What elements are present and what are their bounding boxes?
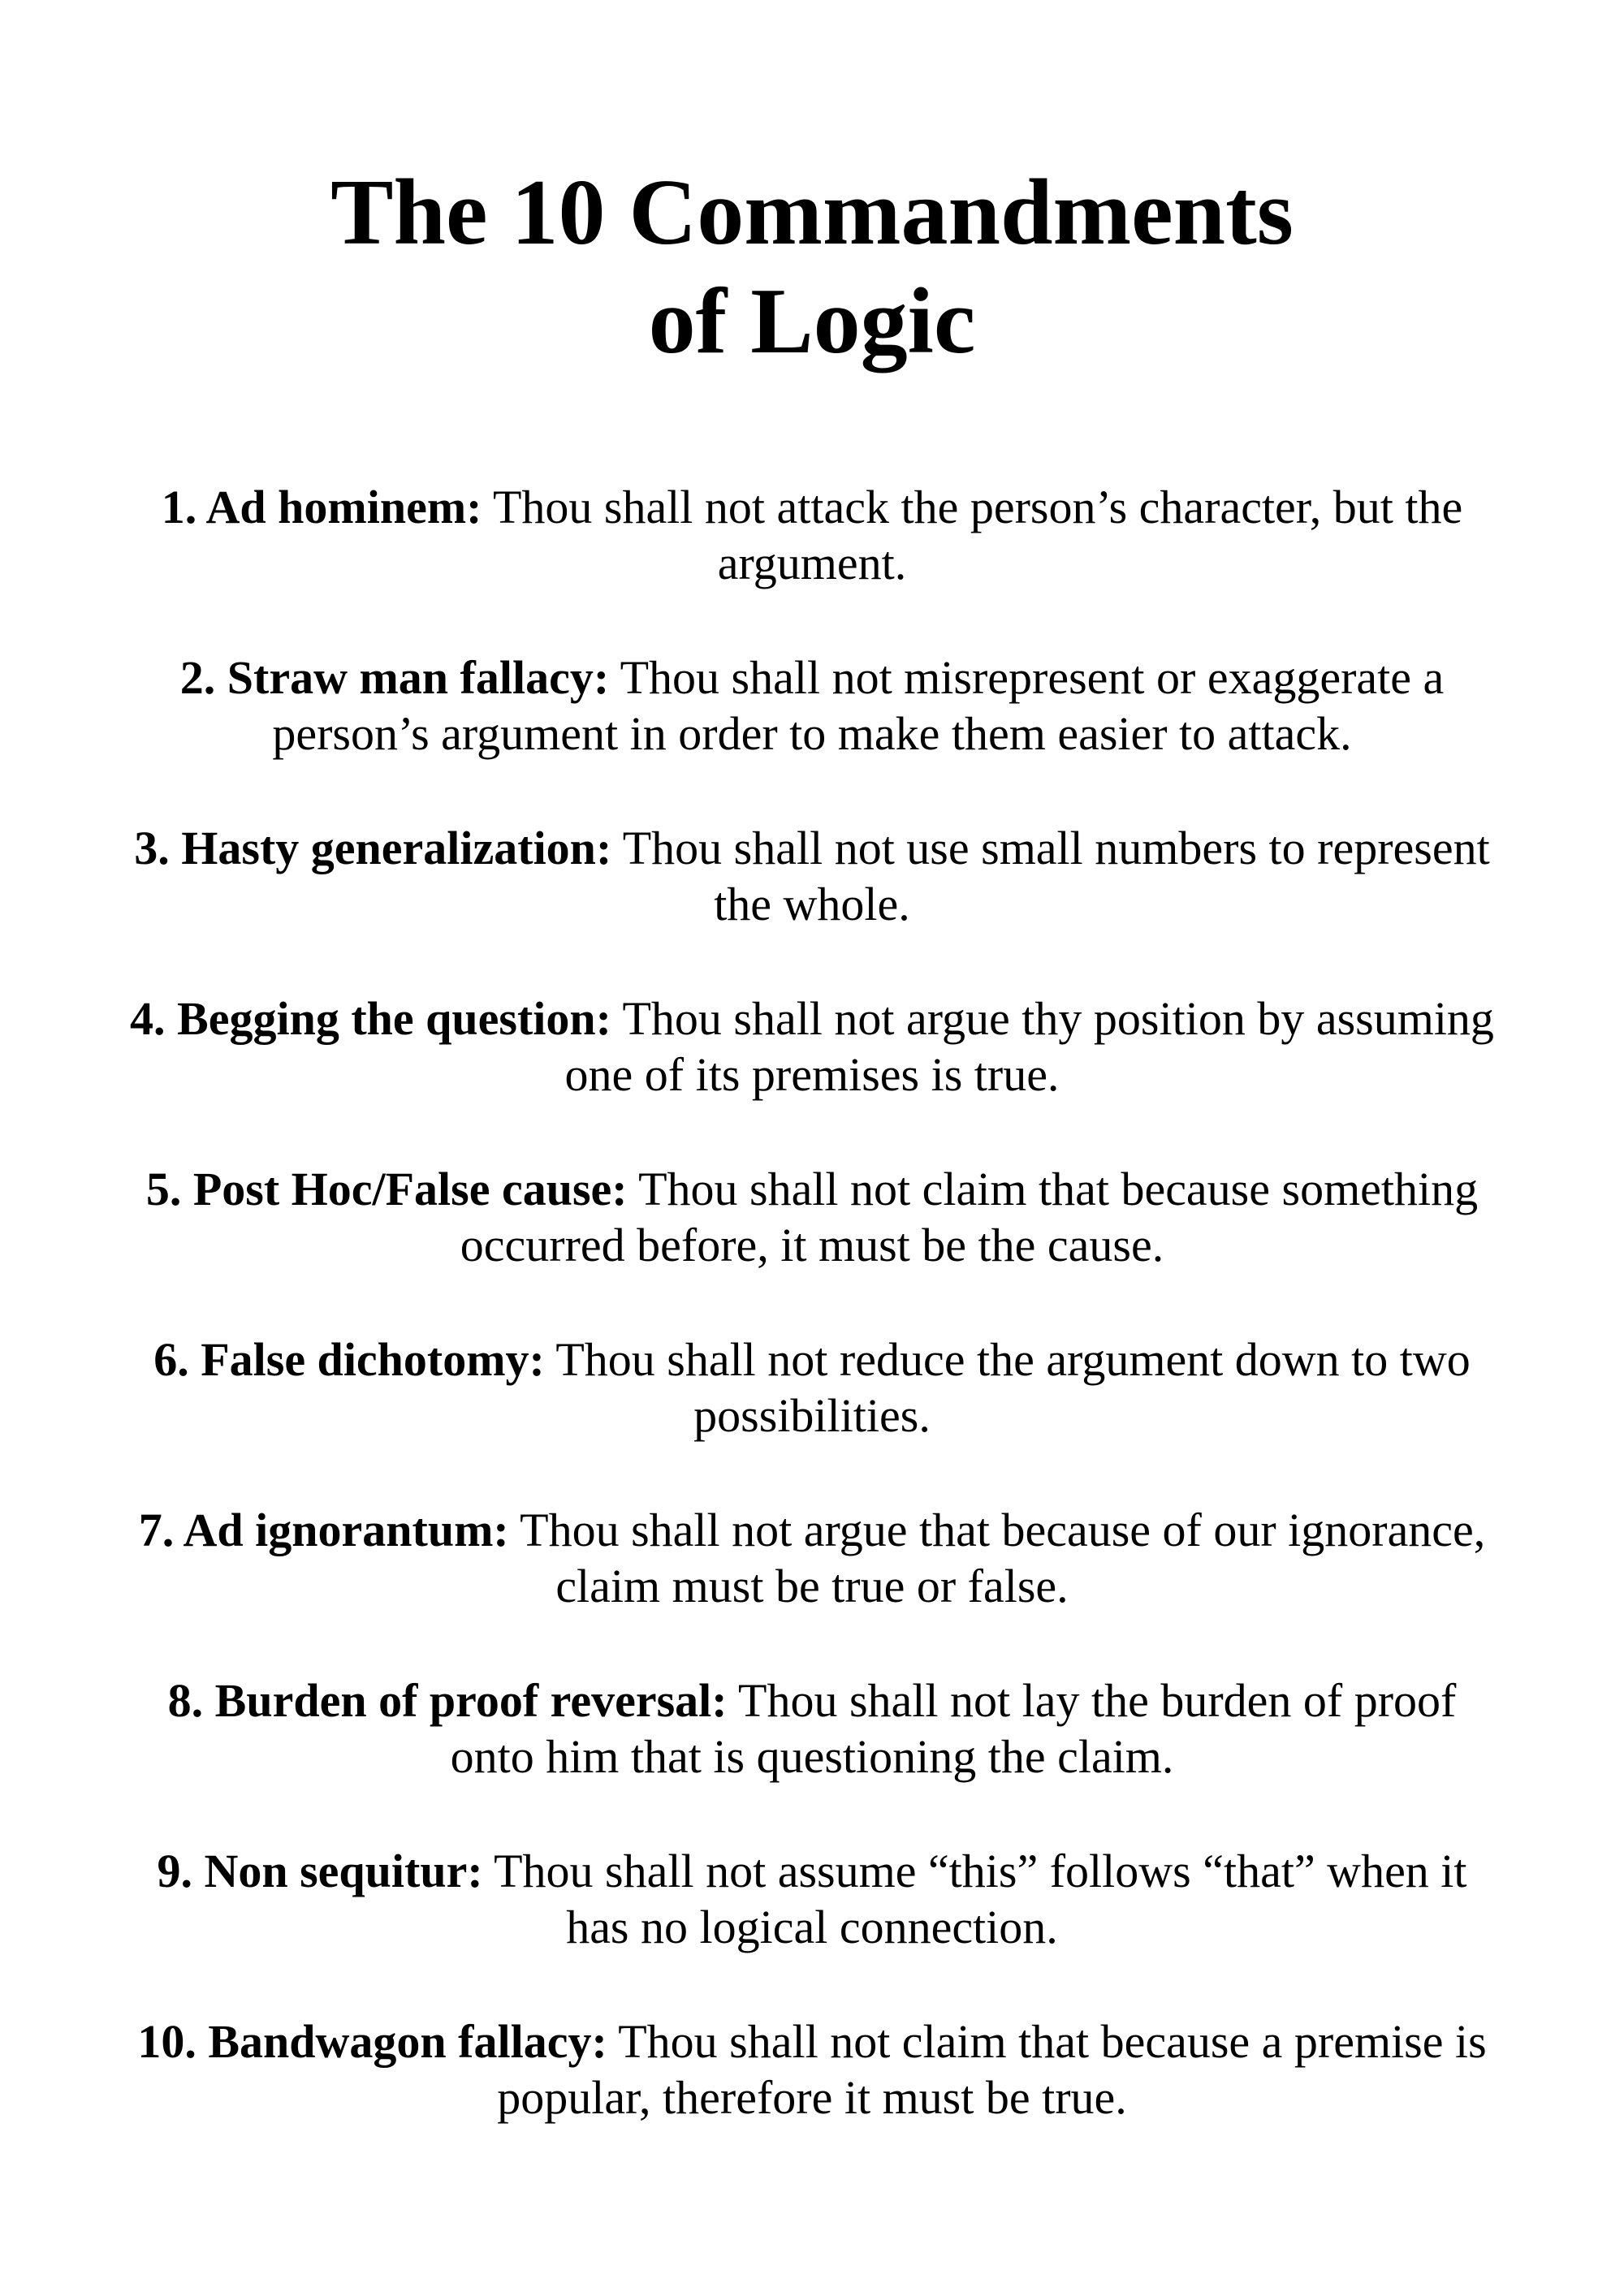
commandment-term: 1. Ad hominem:: [161, 481, 482, 533]
commandment-text: Thou shall not argue that because of our ignorance, claim must be true or false.: [520, 1504, 1486, 1612]
commandment-term: 8. Burden of proof reversal:: [167, 1674, 728, 1727]
commandment-text: Thou shall not assume “this” follows “that” when it has no logical connection.: [494, 1845, 1467, 1953]
commandment-2: [122, 650, 1502, 762]
commandment-1: [122, 479, 1502, 591]
commandment-5: [122, 1161, 1502, 1273]
commandment-text: Thou shall not argue thy position by assuming one of its premises is true.: [564, 992, 1494, 1101]
commandment-10: [122, 2013, 1502, 2126]
commandment-7: [122, 1502, 1502, 1614]
commandment-term: 6. False dichotomy:: [153, 1333, 545, 1386]
commandment-term: 5. Post Hoc/False cause:: [145, 1163, 628, 1215]
commandment-term: 3. Hasty generalization:: [134, 822, 612, 874]
title-line-2: of Logic: [648, 270, 976, 373]
commandment-term: 4. Begging the question:: [130, 992, 611, 1045]
commandment-3: [122, 820, 1502, 932]
commandment-text: Thou shall not use small numbers to represent the whole.: [622, 822, 1490, 930]
commandment-term: 10. Bandwagon fallacy:: [137, 2015, 607, 2068]
commandment-text: Thou shall not claim that because something occurred before, it must be the cause.: [460, 1163, 1479, 1271]
commandment-8: [122, 1672, 1502, 1785]
title-line-1: The 10 Commandments: [330, 161, 1294, 265]
commandments-list: [122, 479, 1502, 2184]
commandment-term: 9. Non sequitur:: [157, 1845, 483, 1897]
page-title: [0, 158, 1624, 376]
commandment-text: Thou shall not lay the burden of proof onto him that is questioning the claim.: [450, 1674, 1457, 1783]
commandment-4: [122, 990, 1502, 1103]
commandment-term: 2. Straw man fallacy:: [179, 651, 610, 704]
commandment-term: 7. Ad ignorantum:: [138, 1504, 509, 1556]
commandment-text: Thou shall not reduce the argument down to two possibilities.: [555, 1333, 1471, 1442]
commandment-text: Thou shall not claim that because a premise is popular, therefore it must be true.: [497, 2015, 1487, 2124]
commandment-6: [122, 1331, 1502, 1444]
commandment-text: Thou shall not misrepresent or exaggerate a person’s argument in order to make them easier to attack.: [272, 651, 1445, 760]
commandment-text: Thou shall not attack the person’s character, but the argument.: [492, 481, 1463, 589]
commandment-9: [122, 1843, 1502, 1955]
